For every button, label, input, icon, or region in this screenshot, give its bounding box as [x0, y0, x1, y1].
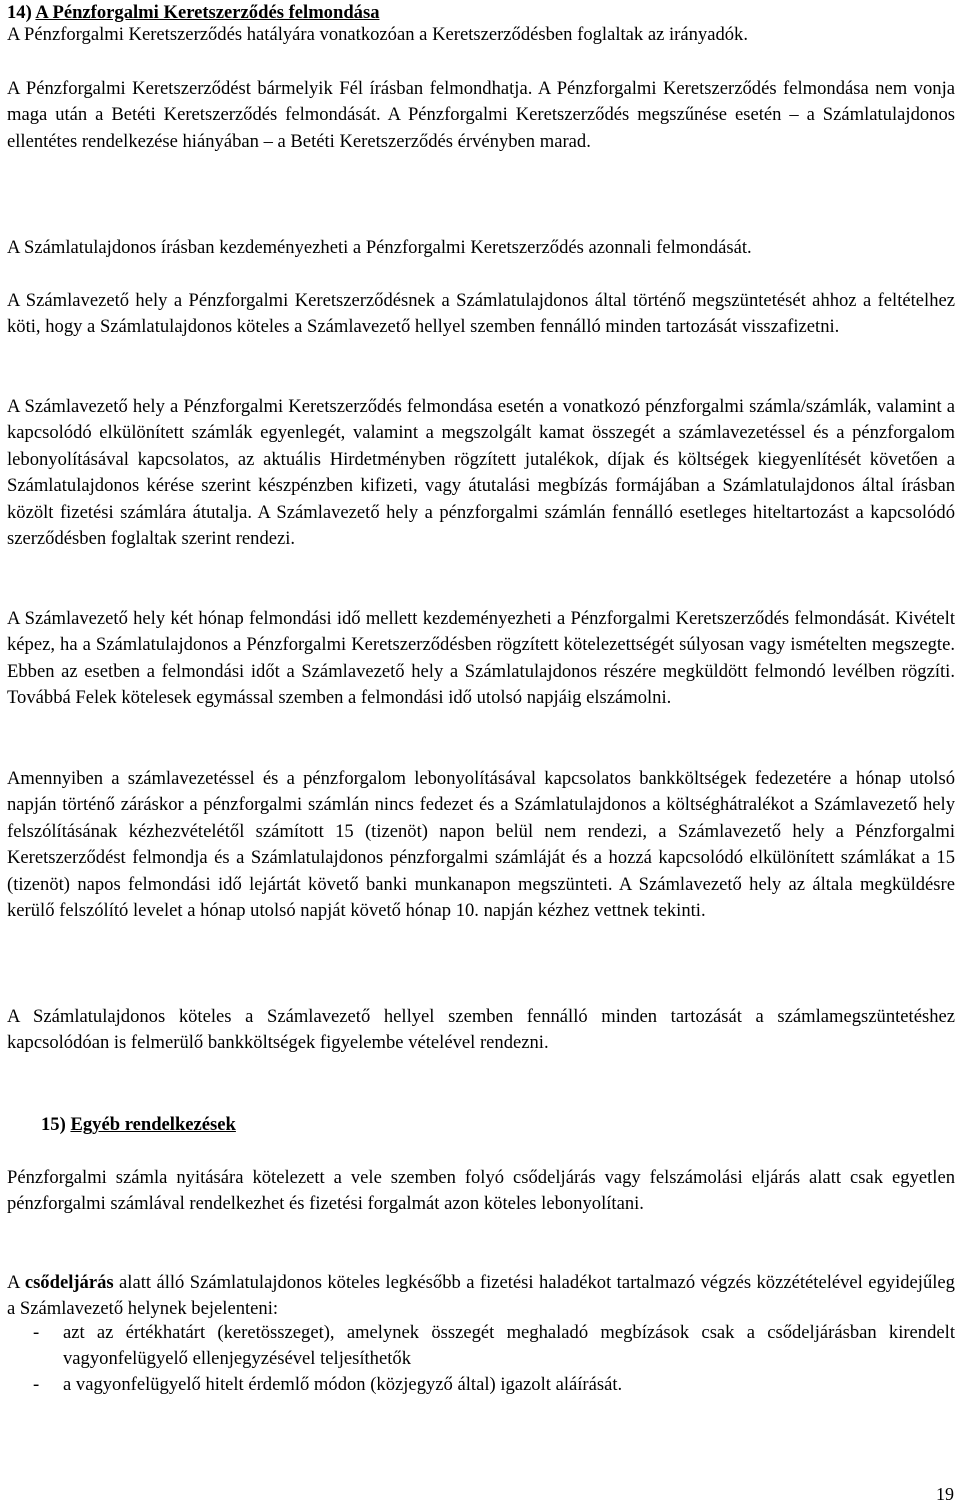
paragraph: Pénzforgalmi számla nyitására kötelezett a vele szemben folyó csődeljárás vagy felszámolási eljárás alatt csak egyetlen pénzforgalmi számlával rendelkezhet és fizetési forgalmát azon köteles lebonyolítani.	[7, 1167, 955, 1215]
paragraph: A Számlatulajdonos írásban kezdeményezheti a Pénzforgalmi Keretszerződés azonnali felmondását.	[7, 237, 752, 258]
paragraph: A Pénzforgalmi Keretszerződés hatályára vonatkozóan a Keretszerződésben foglaltak az irányadók.	[7, 24, 749, 45]
list-item-text: azt az értékhatárt (keretösszeget), amelynek összegét meghaladó megbízások csak a csődeljárásban kirendelt vagyonfelügyelő ellenjegyzésével teljesíthetők	[63, 1322, 955, 1370]
bankruptcy-notice	[7, 1270, 955, 1323]
list-dash: -	[33, 1322, 40, 1343]
section-15-number: 15)	[41, 1114, 66, 1135]
notice-text-after: alatt álló Számlatulajdonos köteles legkésőbb a fizetési haladékot tartalmazó végzés közzétételével egyidejűleg a Számlavezető helynek bejelenteni:	[7, 1272, 955, 1320]
section-14-title: A Pénzforgalmi Keretszerződés felmondása	[35, 2, 380, 23]
page-number: 19	[936, 1484, 954, 1504]
paragraph: A Számlavezető hely a Pénzforgalmi Keretszerződésnek a Számlatulajdonos által történő megszüntetését ahhoz a feltételhez köti, hogy a Számlatulajdonos köteles a Számlavezető hellyel szemben fennálló minden tartozását visszafizetni.	[7, 290, 955, 338]
list-item-text: a vagyonfelügyelő hitelt érdemlő módon (közjegyző által) igazolt aláírását.	[63, 1374, 623, 1395]
paragraph: A Számlavezető hely két hónap felmondási idő mellett kezdeményezheti a Pénzforgalmi Keretszerződés felmondását. Kivételt képez, ha a Számlatulajdonos a Pénzforgalmi Keretszerződésben rögzített kötelezettségét súlyosan vagy ismételten megszegte. Ebben az esetben a felmondási időt a Számlavezető hely a Számlatulajdonos részére megküldött felmondó levélben rögzíti. Továbbá Felek kötelesek egymással szemben a felmondási idő utolsó napjáig elszámolni.	[7, 608, 955, 709]
paragraph: A Pénzforgalmi Keretszerződést bármelyik Fél írásban felmondhatja. A Pénzforgalmi Keretszerződés felmondása nem vonja maga után a Betéti Keretszerződés felmondását. A Pénzforgalmi Keretszerződés megszűnése esetén – a Számlatulajdonos ellentétes rendelkezése hiányában – a Betéti Keretszerződés érvényben marad.	[7, 78, 955, 152]
notice-text-before: A	[7, 1272, 25, 1293]
paragraph: Amennyiben a számlavezetéssel és a pénzforgalom lebonyolításával kapcsolatos bankköltségek fedezetére a hónap utolsó napján történő záráskor a pénzforgalmi számlán nincs fedezet és a Számlatulajdonos a költséghátralékot a Számlavezető hely felszólításának kézhezvételétől számított 15 (tizenöt) napon belül nem rendezi, a Számlavezető hely a Pénzforgalmi Keretszerződést felmondja és a Számlatulajdonos pénzforgalmi számláját és a hozzá kapcsolódó elkülönített számlákat a 15 (tizenöt) napos felmondási idő lejártát követő banki munkanapon megszünteti. A Számlavezető hely az általa megküldésre kerülő felszólító levelet a hónap utolsó napját követő hónap 10. napján kézhez vettnek tekinti.	[7, 768, 955, 922]
section-14-number: 14)	[7, 2, 32, 23]
paragraph: A Számlavezető hely a Pénzforgalmi Keretszerződés felmondása esetén a vonatkozó pénzforgalmi számla/számlák, valamint a kapcsolódó elkülönített számlák egyenlegét, valamint a megszolgált kamat összegét a számlavezetéssel és a pénzforgalom lebonyolításával kapcsolatos, az aktuális Hirdetményben rögzített jutalékok, díjak és költségek kiegyenlítését követően a Számlatulajdonos kérése szerint készpénzben kifizeti, vagy átutalási megbízás formájában a Számlatulajdonos által írásban közölt fizetési számlára átutalja. A Számlavezető hely a pénzforgalmi számlán fennálló esetleges hiteltartozást a kapcsolódó szerződésben foglaltak szerint rendezi.	[7, 396, 955, 550]
section-15-title: Egyéb rendelkezések	[70, 1114, 236, 1135]
paragraph: A Számlatulajdonos köteles a Számlavezető hellyel szemben fennálló minden tartozását a számlamegszüntetéshez kapcsolódóan is felmerülő bankköltségek figyelembe vételével rendezni.	[7, 1006, 955, 1054]
section-15-heading	[41, 1112, 236, 1138]
notice-bold-term: csődeljárás	[24, 1272, 114, 1293]
list-dash: -	[33, 1374, 40, 1395]
